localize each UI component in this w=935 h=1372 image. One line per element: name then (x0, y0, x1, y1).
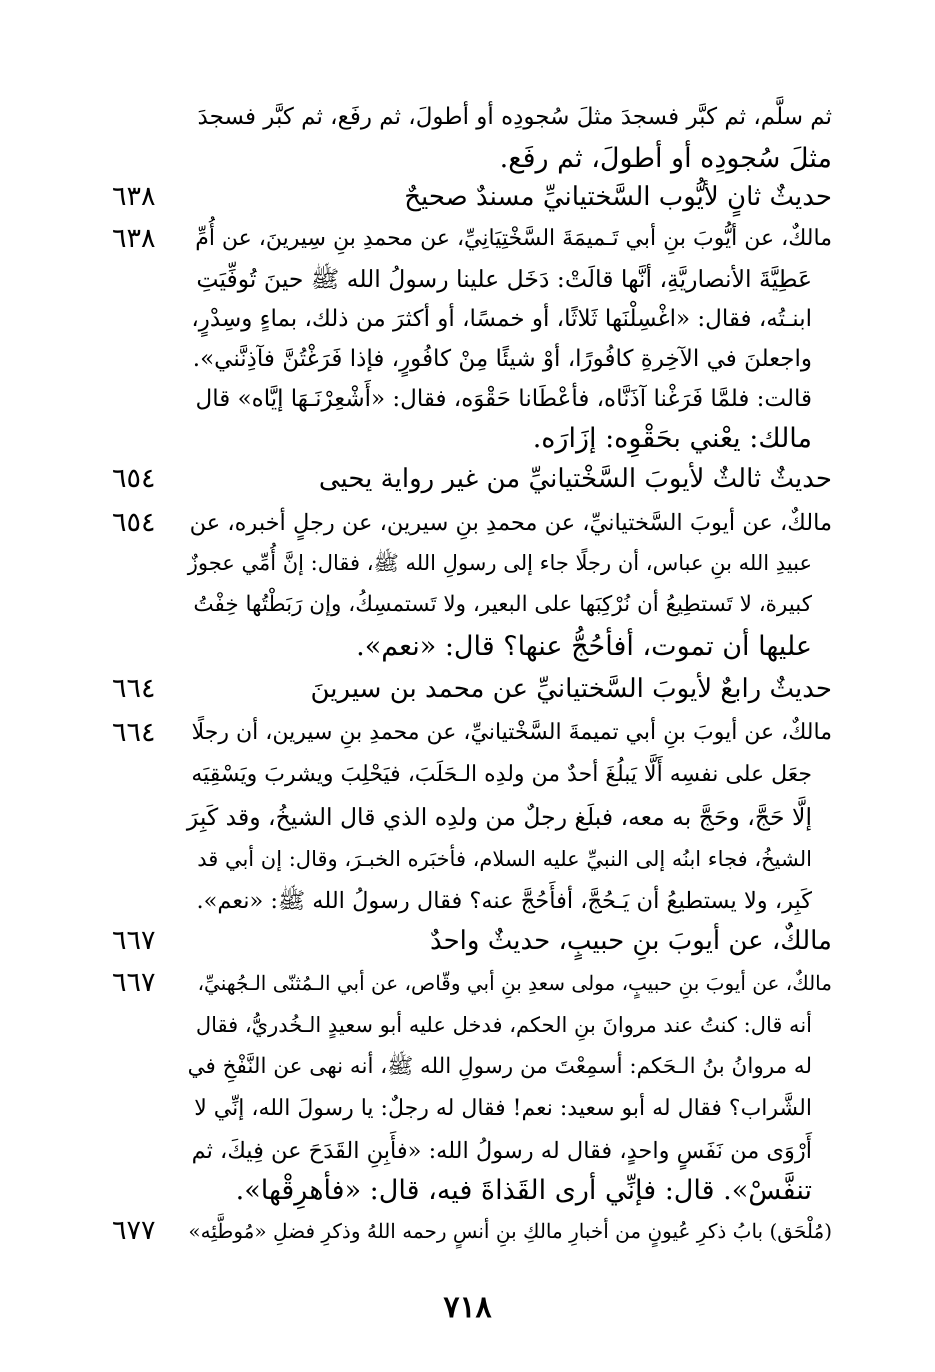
text-line: مالكٌ، عن أيوبَ بنِ أبي تميمةَ السَّخْتيانيِّ، عن محمدِ بنِ سيرين، أن رجلًا (191, 720, 832, 745)
text-line: كبيرة، لا تَستطِيعُ أن نُرْكِبَها على البعير، ولا تَستمسِكُ، وإن رَبَطْتُها خِفْتُ (193, 592, 812, 617)
reference-number: ٦٧٧ (112, 1215, 156, 1246)
reference-number: ٦٣٨ (112, 181, 156, 212)
section-heading: مالكٌ، عن أيوبَ بنِ حبيبٍ، حديثٌ واحدٌ (429, 926, 832, 956)
text-line: واجعلنَ في الآخِرةِ كافُورًا، أوْ شيئًا مِنْ كافُورٍ، فإذا فَرَغْتُنَّ فآذِنَّني». (192, 346, 812, 372)
section-heading: حديثٌ ثالثٌ لأيوبَ السَّخْتيانيِّ من غير رواية يحيى (318, 464, 832, 494)
reference-number: ٦٦٧ (112, 967, 156, 998)
appendix-heading: (مُلْحَق) بابُ ذكرِ عُيونٍ من أخبارِ مالكِ بنِ أنسٍ رحمه اللهُ وذكرِ فضلِ «مُوطَّئِه» (188, 1219, 832, 1243)
reference-number: ٦٦٤ (112, 673, 156, 704)
text-line: أَرْوَى من نَفَسٍ واحدٍ، فقال له رسولُ الله: «فأَبِنِ القَدَحَ عن فِيكَ، ثم (191, 1138, 812, 1164)
text-line: كَبِر، ولا يستطيعُ أن يَـحُجَّ، أفأَحُجَّ عنه؟ فقال رسولُ الله ﷺ: «نعم». (196, 888, 812, 914)
text-line: أنه قال: كنتُ عند مروانَ بنِ الحكم، فدخل عليه أبو سعيدٍ الـخُدريُّ، فقال (195, 1013, 812, 1037)
text-line: مالكٌ، عن أيوبَ السَّختيانيِّ، عن محمدِ بنِ سيرين، عن رجلٍ أخبره، عن (189, 510, 832, 536)
text-line: مالكٌ، عن أيوبَ بنِ حبيبٍ، مولى سعدِ بنِ أبي وقّاص، عن أبي الـمُثنّى الـجُهنيِّ، (197, 971, 832, 995)
text-line: عَطِيَّةَ الأنصاريَّةِ، أنَّها قالَتْ: دَخَل علينا رسولُ الله ﷺ حينَ تُوفِّيَتِ (196, 265, 812, 293)
text-line: جعَل على نفسِه أَلَّا يَبلُغَ أحدٌ من ولدِه الـحَلَبَ، فيَحْلِبَ ويشربَ ويَسْقِيَه (191, 762, 812, 787)
text-line: الشَّراب؟ فقال له أبو سعيد: نعم! فقال له رجلٌ: يا رسولَ الله، إنِّي لا (194, 1096, 812, 1121)
reference-number: ٦٣٨ (112, 223, 156, 254)
text-line: عليها أن تموت، أفأحُجُّ عنها؟ قال: «نعم». (356, 631, 812, 662)
reference-number: ٦٥٤ (112, 507, 156, 538)
text-line: قالت: فلمَّا فَرَغْنا آذَنَّاه، فأعْطَانا حَقْوَه، فقال: «أَشْعِرْنَـهَا إيَّاه» قال (195, 386, 812, 412)
reference-number: ٦٦٤ (112, 717, 156, 748)
reference-number: ٦٦٧ (112, 925, 156, 956)
section-heading: حديثٌ رابعٌ لأيوبَ السَّختيانيِّ عن محمد بن سيرينَ (310, 674, 832, 704)
text-line: ثم سلَّم، ثم كبَّر فسجدَ مثلَ سُجودِه أو أطولَ، ثم رفَع، ثم كبَّر فسجدَ (197, 104, 832, 130)
text-line: له مروانُ بنُ الـحَكم: أسمِعْتَ من رسولِ الله ﷺ، أنه نهى عن النَّفْخِ في (187, 1054, 812, 1079)
text-line: تنفَّسْ». قال: فإنِّي أرى القَذاةَ فيه، قال: «فأهرِقْها». (235, 1175, 812, 1206)
text-line: مالكٌ، عن أيُّوبَ بنِ أبي تَـميمَةَ السَّخْتِيَانِيِّ، عن محمدِ بنِ سِيرينَ، عن أُمِّ (195, 226, 832, 251)
text-line: الشيخُ، فجاء ابنُه إلى النبيِّ عليه السلام، فأخبَره الخبـرَ، وقال: إن أبي قد (197, 847, 812, 871)
text-line: ابنـتُه، فقال: «اغْسِلْنَها ثَلاثًا، أو خمسًا، أو أكثرَ من ذلك، بماءٍ وسِدْرٍ، (191, 306, 812, 332)
text-line: عبيدِ الله بنِ عباس، أن رجلًا جاء إلى رسولِ الله ﷺ، فقال: إنَّ أُمِّي عجوزٌ (187, 551, 812, 575)
text-line: مالك: يعْني بحَقْوِه: إزَارَه. (532, 423, 812, 454)
text-line: إلَّا حَجَّ، وحَجَّ به معه، فبلَغ رجلٌ من ولدِه الذي قال الشيخُ، وقد كَبِرَ (186, 803, 812, 831)
section-heading: حديثٌ ثانٍ لأيُّوب السَّختيانيِّ مسندٌ صحيحٌ (404, 182, 832, 212)
text-line: مثلَ سُجودِه أو أطولَ، ثم رفَع. (499, 143, 832, 174)
reference-number: ٦٥٤ (112, 463, 156, 494)
page-number: ٧١٨ (443, 1290, 492, 1325)
